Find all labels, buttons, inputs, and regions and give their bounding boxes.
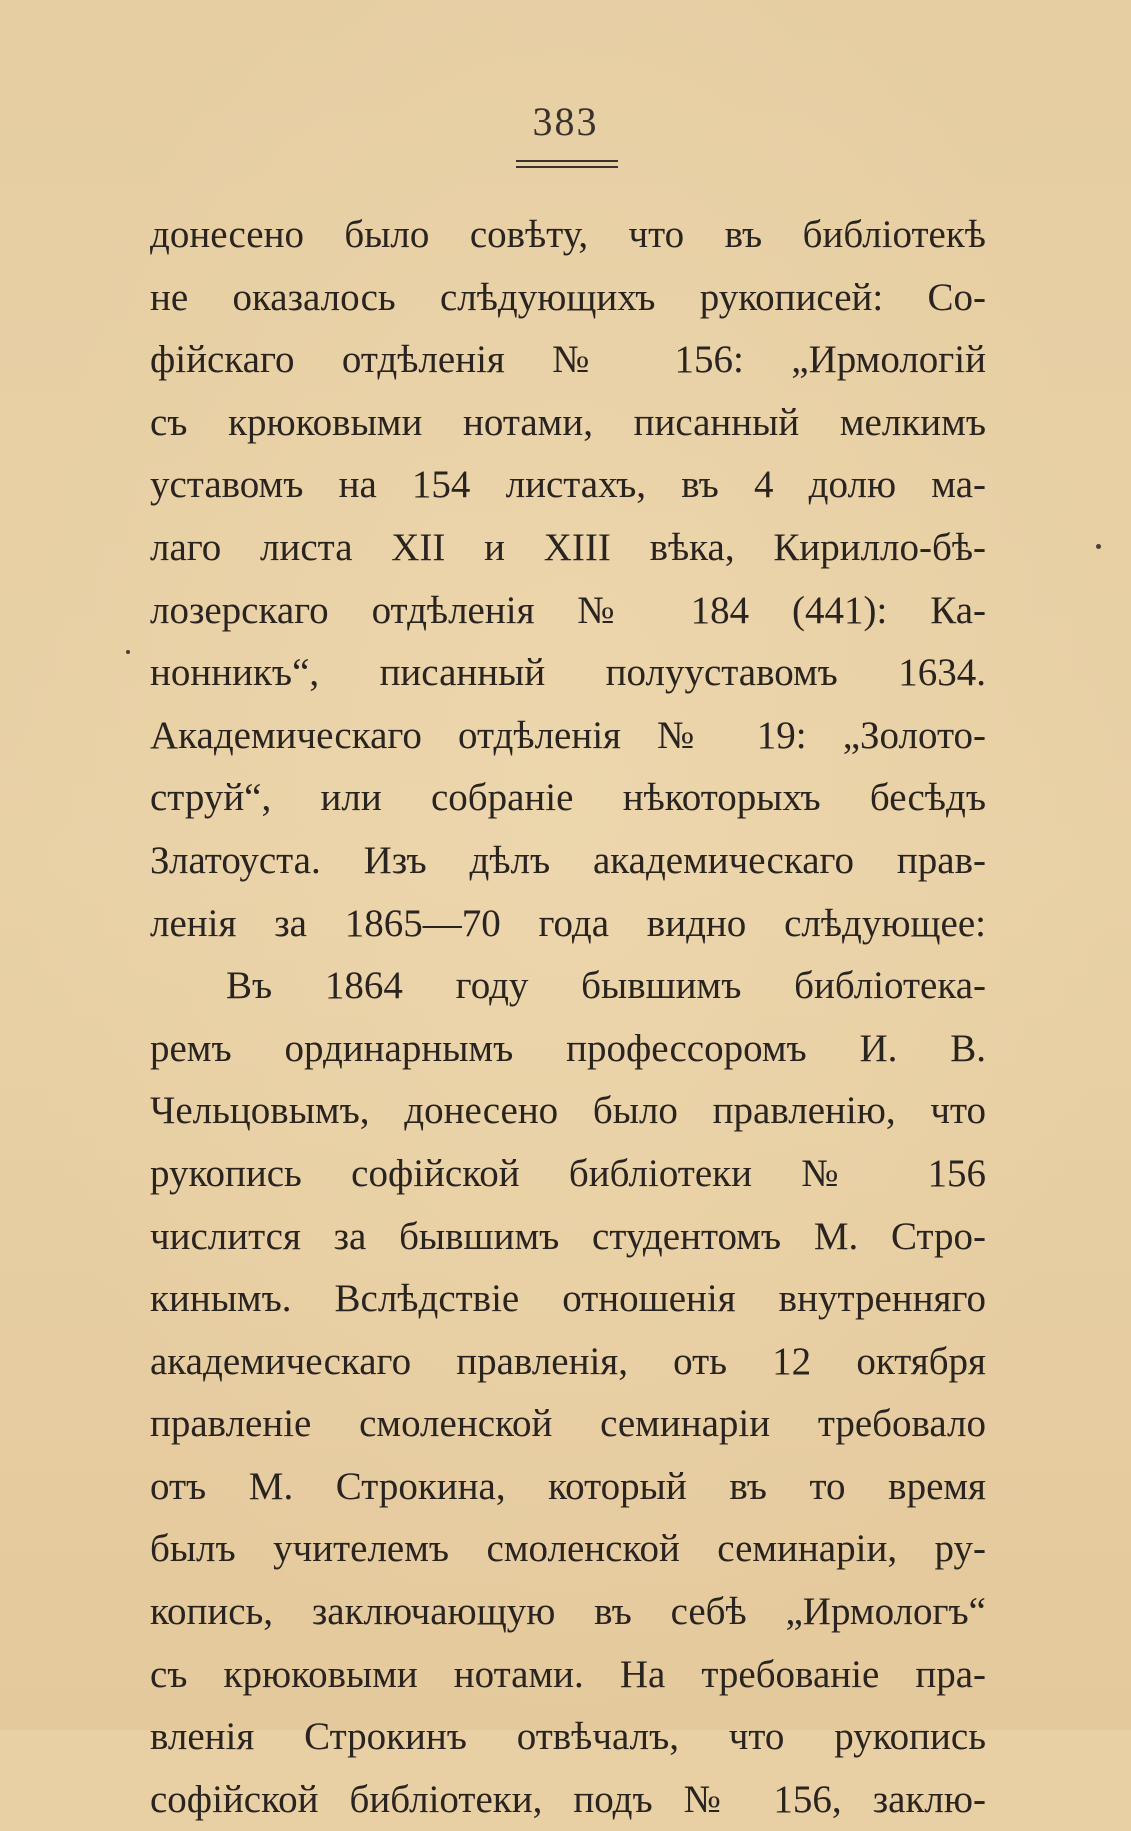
text-line: Златоуста. Изъ дѣлъ академическаго прав- [150,838,986,882]
page-number: 383 [532,99,599,144]
text-line: кинымъ. Вслѣдствіе отношенія внутренняго [150,1277,986,1321]
text-line: донесено было совѣту, что въ библіотекѣ [150,213,986,256]
text-line: правленіе смоленской семинаріи требовало [150,1402,986,1446]
text-line: ленія за 1865—70 года видно слѣдующее: [150,901,986,945]
text-line: лозерскаго отдѣленія № 184 (441): Ка- [150,588,986,632]
text-line: академическаго правленія, оть 12 октября [150,1339,986,1383]
body-text [150,204,986,1831]
text-line: не оказалось слѣдующихъ рукописей: Со- [150,275,986,319]
text-line: рукопись софійской библіотеки № 156 [150,1151,986,1195]
paper-speck [1096,544,1101,549]
text-line: нонникъ“, писанный полууставомъ 1634. [150,651,986,695]
text-line: Чельцовымъ, донесено было правленію, что [150,1089,986,1133]
text-line: лаго листа XII и XIII вѣка, Кирилло-бѣ- [150,525,986,569]
paragraph-first-line: Въ 1864 году бывшимъ библіотека- [226,964,986,1008]
text-line: былъ учителемъ смоленской семинаріи, ру- [150,1527,986,1571]
text-line: ремъ ординарнымъ профессоромъ И. В. [150,1026,986,1070]
text-line: софійской библіотеки, подъ № 156, заклю- [150,1777,986,1821]
text-line: съ крюковыми нотами. На требованіе пра- [150,1652,986,1696]
text-line: Академическаго отдѣленія № 19: „Золото- [150,713,986,757]
text-line: копись, заключающую въ себѣ „Ирмологъ“ [150,1590,986,1634]
text-line: фійскаго отдѣленія № 156: „Ирмологій [150,338,986,382]
text-line: вленія Строкинъ отвѣчалъ, что рукопись [150,1715,986,1759]
text-line: съ крюковыми нотами, писанный мелкимъ [150,400,986,444]
header-rule-bottom [516,166,618,168]
header-rule-top [516,160,618,162]
text-line: числится за бывшимъ студентомъ М. Стро- [150,1214,986,1258]
paper-speck [126,650,130,654]
text-line: струй“, или собраніе нѣкоторыхъ бесѣдъ [150,776,986,820]
text-line: отъ М. Строкина, который въ то время [150,1464,986,1508]
text-line: уставомъ на 154 листахъ, въ 4 долю ма- [150,463,986,507]
